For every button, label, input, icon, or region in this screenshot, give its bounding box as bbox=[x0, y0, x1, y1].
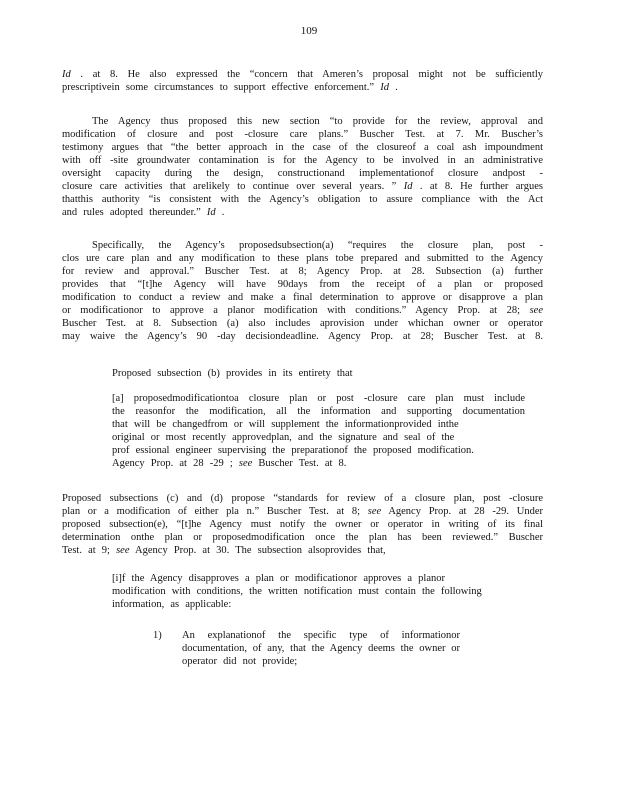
text-line: operator did not provide; bbox=[182, 656, 298, 667]
text-line: Proposed subsection (b) provides in its entirety that bbox=[112, 368, 353, 379]
text-line: plan or a modification of either pla n.” Buscher Test. at 8; see Agency Prop. at 28 -29. Under bbox=[62, 506, 543, 517]
text-line: information, as applicable: bbox=[112, 599, 232, 610]
text-line: [a] proposedmodificationtoa closure plan or post -closure care plan must include bbox=[112, 393, 525, 404]
document-body bbox=[62, 68, 543, 668]
text-line: that will be changedfrom or will supplement the informationprovided inthe bbox=[112, 419, 459, 430]
text-line: Proposed subsections (c) and (d) propose “standards for review of a closure plan, post -closure bbox=[62, 493, 543, 504]
text-line: documentation, of any, that the Agency deems the owner or bbox=[182, 643, 460, 654]
text-line: oversight capacity during the design, constructionand implementationof closure andpost - bbox=[62, 168, 543, 179]
text-line: with off -site groundwater contamination is for the Agency to be involved in an administrative bbox=[62, 155, 543, 166]
text-line: modification of closure and post -closure care plans.” Buscher Test. at 7. Mr. Buscher’s bbox=[62, 129, 543, 140]
text-line: prof essional engineer supervising the preparationof the proposed modification. bbox=[112, 445, 474, 456]
quote-intro bbox=[112, 367, 525, 380]
text-line: thatthis authority “is consistent with the Agency’s obligation to assure compliance with the Act bbox=[62, 194, 543, 205]
text-line: Agency Prop. at 28 -29 ; see Buscher Test. at 8. bbox=[112, 458, 347, 469]
text-line: Buscher Test. at 8. Subsection (a) also includes aprovision under whichan owner or operator bbox=[62, 318, 543, 329]
text-line: [i]f the Agency disapproves a plan or modificationor approves a planor bbox=[112, 573, 445, 584]
text-line: Specifically, the Agency’s proposedsubsection(a) “requires the closure plan, post - bbox=[92, 240, 543, 251]
text-line: proposed subsection(e), “[t]he Agency must notify the owner or operator in writing of its final bbox=[62, 519, 543, 530]
paragraph-4 bbox=[62, 492, 543, 557]
text-line: An explanationof the specific type of informationor bbox=[182, 630, 460, 641]
paragraph-3 bbox=[62, 239, 543, 343]
numbered-item-1 bbox=[153, 629, 543, 668]
text-line: and rules adopted thereunder.” Id . bbox=[62, 207, 225, 218]
text-line: modification with conditions, the written notification must contain the following bbox=[112, 586, 482, 597]
text-line: prescriptivein some circumstances to support effective enforcement.” Id . bbox=[62, 82, 398, 93]
text-line: modification to conduct a review and make a final determination to approve or disapprove a plan bbox=[62, 292, 543, 303]
paragraph-2 bbox=[62, 115, 543, 219]
text-line: Id . at 8. He also expressed the “concern that Ameren’s proposal might not be sufficiently bbox=[62, 69, 543, 80]
text-line: The Agency thus proposed this new section “to provide for the review, approval and bbox=[92, 116, 543, 127]
text-line: original or most recently approvedplan, and the signature and seal of the bbox=[112, 432, 455, 443]
list-item-text bbox=[182, 629, 460, 668]
text-line: determination onthe plan or proposedmodification once the plan has been reviewed.” Buscher bbox=[62, 532, 543, 543]
paragraph-1 bbox=[62, 68, 543, 94]
text-line: may waive the Agency’s 90 -day decisiondeadline. Agency Prop. at 28; Buscher Test. at 8. bbox=[62, 331, 543, 342]
list-number: 1) bbox=[153, 630, 162, 641]
text-line: or modificationor to approve a planor modification with conditions.” Agency Prop. at 28; see bbox=[62, 305, 543, 316]
block-quote-1 bbox=[112, 392, 525, 470]
text-line: Test. at 9; see Agency Prop. at 30. The subsection alsoprovides that, bbox=[62, 545, 386, 556]
text-line: provides that “[t]he Agency will have 90days from the receipt of a plan or proposed bbox=[62, 279, 543, 290]
text-line: for review and approval.” Buscher Test. at 8; Agency Prop. at 28. Subsection (a) further bbox=[62, 266, 543, 277]
text-line: testimony argues that “the better approach in the case of the closureof a coal ash impoundment bbox=[62, 142, 543, 153]
text-line: clos ure care plan and any modification to these plans tobe prepared and submitted to the Agency bbox=[62, 253, 543, 264]
text-line: closure care activities that arelikely to continue over several years. ” Id . at 8. He further argues bbox=[62, 181, 543, 192]
page-number: 109 bbox=[300, 25, 318, 37]
text-line: the reasonfor the modification, all the information and supporting documentation bbox=[112, 406, 525, 417]
block-quote-2 bbox=[112, 572, 525, 611]
